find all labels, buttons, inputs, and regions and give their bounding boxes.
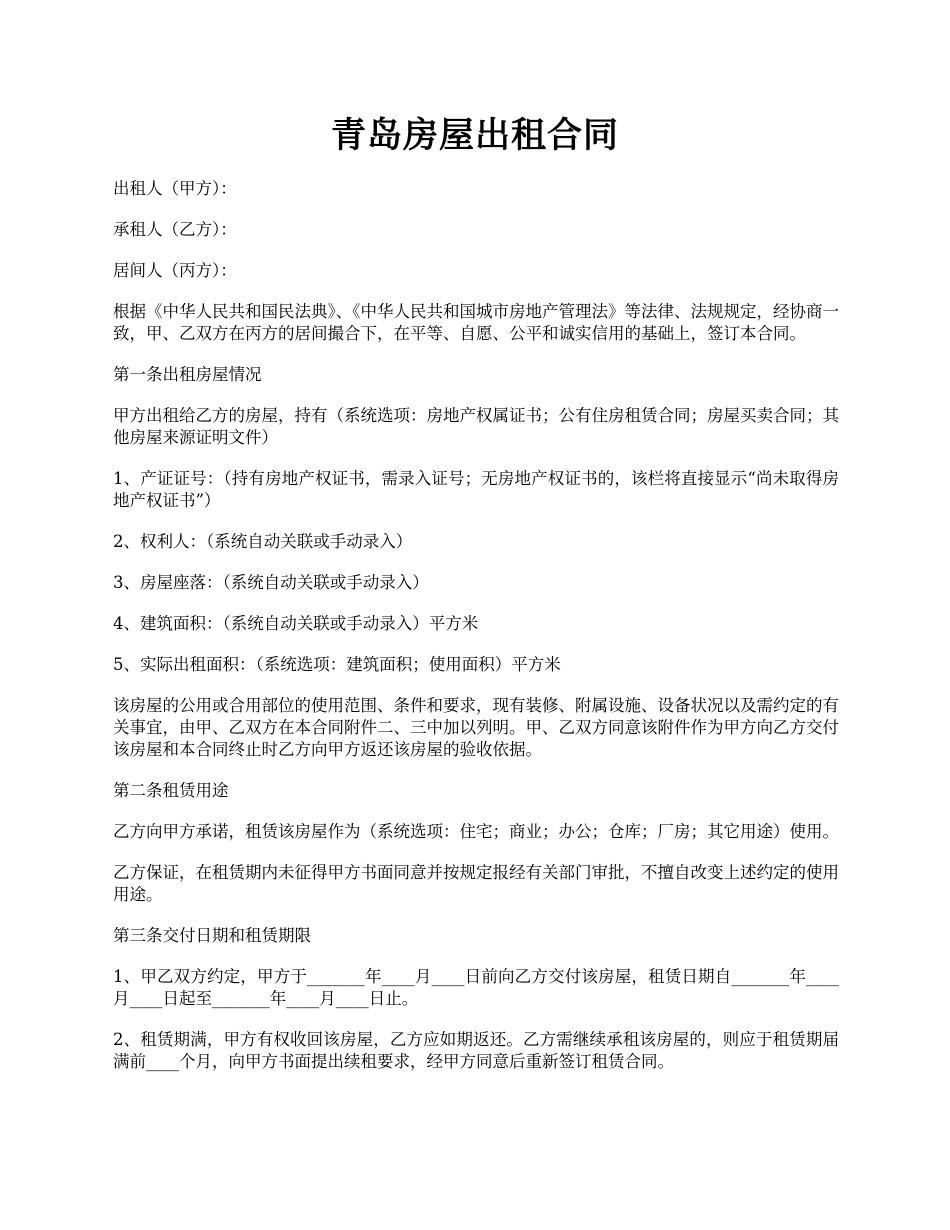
body-paragraph: 甲方出租给乙方的房屋，持有（系统选项：房地产权属证书；公有住房租赁合同；房屋买卖合同；其他房屋来源证明文件）	[113, 406, 839, 447]
party-a-line: 出租人（甲方）：	[113, 179, 237, 198]
clause-item: 1、产证证号：（持有房地产权证书，需录入证号；无房地产权证书的，该栏将直接显示“尚未取得房地产权证书”）	[113, 469, 839, 510]
section-heading-2: 第二条租赁用途	[113, 781, 229, 800]
clause-item: 3、房屋座落：（系统自动关联或手动录入）	[113, 573, 429, 592]
document-title: 青岛房屋出租合同	[330, 115, 619, 156]
body-paragraph: 乙方保证，在租赁期内未征得甲方书面同意并按规定报经有关部门审批，不擅自改变上述约定的使用用途。	[113, 863, 839, 904]
document-body	[113, 178, 839, 1092]
clause-item: 2、权利人：（系统自动关联或手动录入）	[113, 532, 413, 551]
clause-item: 1、甲乙双方约定，甲方于_______年____月____日前向乙方交付该房屋，租赁日期自_______年____月____日起至_______年____月____日止。	[113, 967, 839, 1008]
body-paragraph: 乙方向甲方承诺，租赁该房屋作为（系统选项：住宅；商业；办公；仓库；厂房；其它用途）使用。	[113, 822, 839, 841]
body-paragraph: 该房屋的公用或合用部位的使用范围、条件和要求，现有装修、附属设施、设备状况以及需约定的有关事宜，由甲、乙双方在本合同附件二、三中加以列明。甲、乙双方同意该附件作为甲方向乙方交付该房屋和本合同终止时乙方向甲方返还该房屋的验收依据。	[113, 696, 839, 759]
party-c-line: 居间人（丙方）：	[113, 261, 237, 280]
clause-item: 2、租赁期满，甲方有权收回该房屋，乙方应如期返还。乙方需继续承租该房屋的，则应于租赁期届满前____个月，向甲方书面提出续租要求，经甲方同意后重新签订租赁合同。	[113, 1030, 839, 1071]
clause-item: 5、实际出租面积：（系统选项：建筑面积；使用面积）平方米	[113, 655, 561, 674]
party-b-line: 承租人（乙方）：	[113, 220, 237, 239]
section-heading-3: 第三条交付日期和租赁期限	[113, 926, 311, 945]
clause-item: 4、建筑面积：（系统自动关联或手动录入）平方米	[113, 614, 479, 633]
section-heading-1: 第一条出租房屋情况	[113, 365, 262, 384]
preamble-paragraph: 根据《中华人民共和国民法典》、《中华人民共和国城市房地产管理法》等法律、法规规定，经协商一致，甲、乙双方在丙方的居间撮合下，在平等、自愿、公平和诚实信用的基础上，签订本合同。	[113, 302, 839, 343]
